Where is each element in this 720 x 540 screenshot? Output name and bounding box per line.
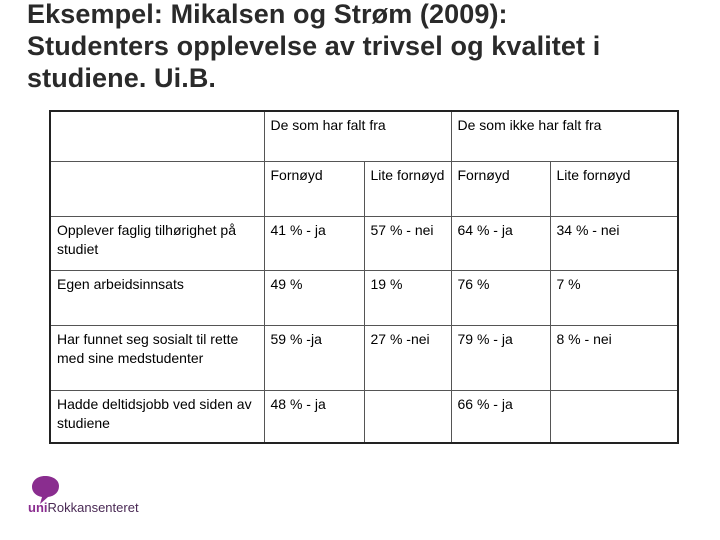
table-subheader-row — [50, 161, 678, 216]
table-cell: 59 % -ja — [264, 325, 364, 390]
subheader-cell: Fornøyd — [264, 161, 364, 216]
subheader-cell: Fornøyd — [451, 161, 550, 216]
table-cell: 19 % — [364, 270, 451, 325]
logo-name: Rokkansenteret — [47, 500, 139, 515]
row-label: Har funnet seg sosialt til rette med sine medstudenter — [50, 325, 264, 390]
subheader-cell: Lite fornøyd — [550, 161, 678, 216]
slide-title — [27, 0, 707, 94]
logo-text — [28, 500, 139, 516]
table-corner-cell — [50, 111, 264, 161]
row-label: Egen arbeidsinnsats — [50, 270, 264, 325]
uni-rokkansenteret-logo — [28, 476, 158, 520]
table-cell: 7 % — [550, 270, 678, 325]
table-cell: 41 % - ja — [264, 216, 364, 270]
table-cell — [364, 390, 451, 443]
table-cell: 8 % - nei — [550, 325, 678, 390]
table-row — [50, 270, 678, 325]
row-label: Opplever faglig tilhørighet på studiet — [50, 216, 264, 270]
results-table — [49, 110, 679, 444]
title-line-2: Studenters opplevelse av trivsel og kvalitet i — [27, 31, 601, 61]
logo-prefix: uni — [28, 500, 48, 515]
table-cell: 64 % - ja — [451, 216, 550, 270]
table-subheader-empty — [50, 161, 264, 216]
group-header-non-dropouts: De som ikke har falt fra — [451, 111, 678, 161]
title-line-1: Eksempel: Mikalsen og Strøm (2009): — [27, 0, 508, 29]
table-cell: 34 % - nei — [550, 216, 678, 270]
subheader-cell: Lite fornøyd — [364, 161, 451, 216]
table-row — [50, 216, 678, 270]
table-row — [50, 390, 678, 443]
table-cell — [550, 390, 678, 443]
table-cell: 57 % - nei — [364, 216, 451, 270]
table-header-row — [50, 111, 678, 161]
group-header-dropouts: De som har falt fra — [264, 111, 451, 161]
table-cell: 66 % - ja — [451, 390, 550, 443]
table-cell: 48 % - ja — [264, 390, 364, 443]
table-cell: 49 % — [264, 270, 364, 325]
table-cell: 79 % - ja — [451, 325, 550, 390]
row-label: Hadde deltidsjobb ved siden av studiene — [50, 390, 264, 443]
table-row — [50, 325, 678, 390]
table-cell: 27 % -nei — [364, 325, 451, 390]
title-line-3: studiene. Ui.B. — [27, 63, 217, 93]
table-cell: 76 % — [451, 270, 550, 325]
